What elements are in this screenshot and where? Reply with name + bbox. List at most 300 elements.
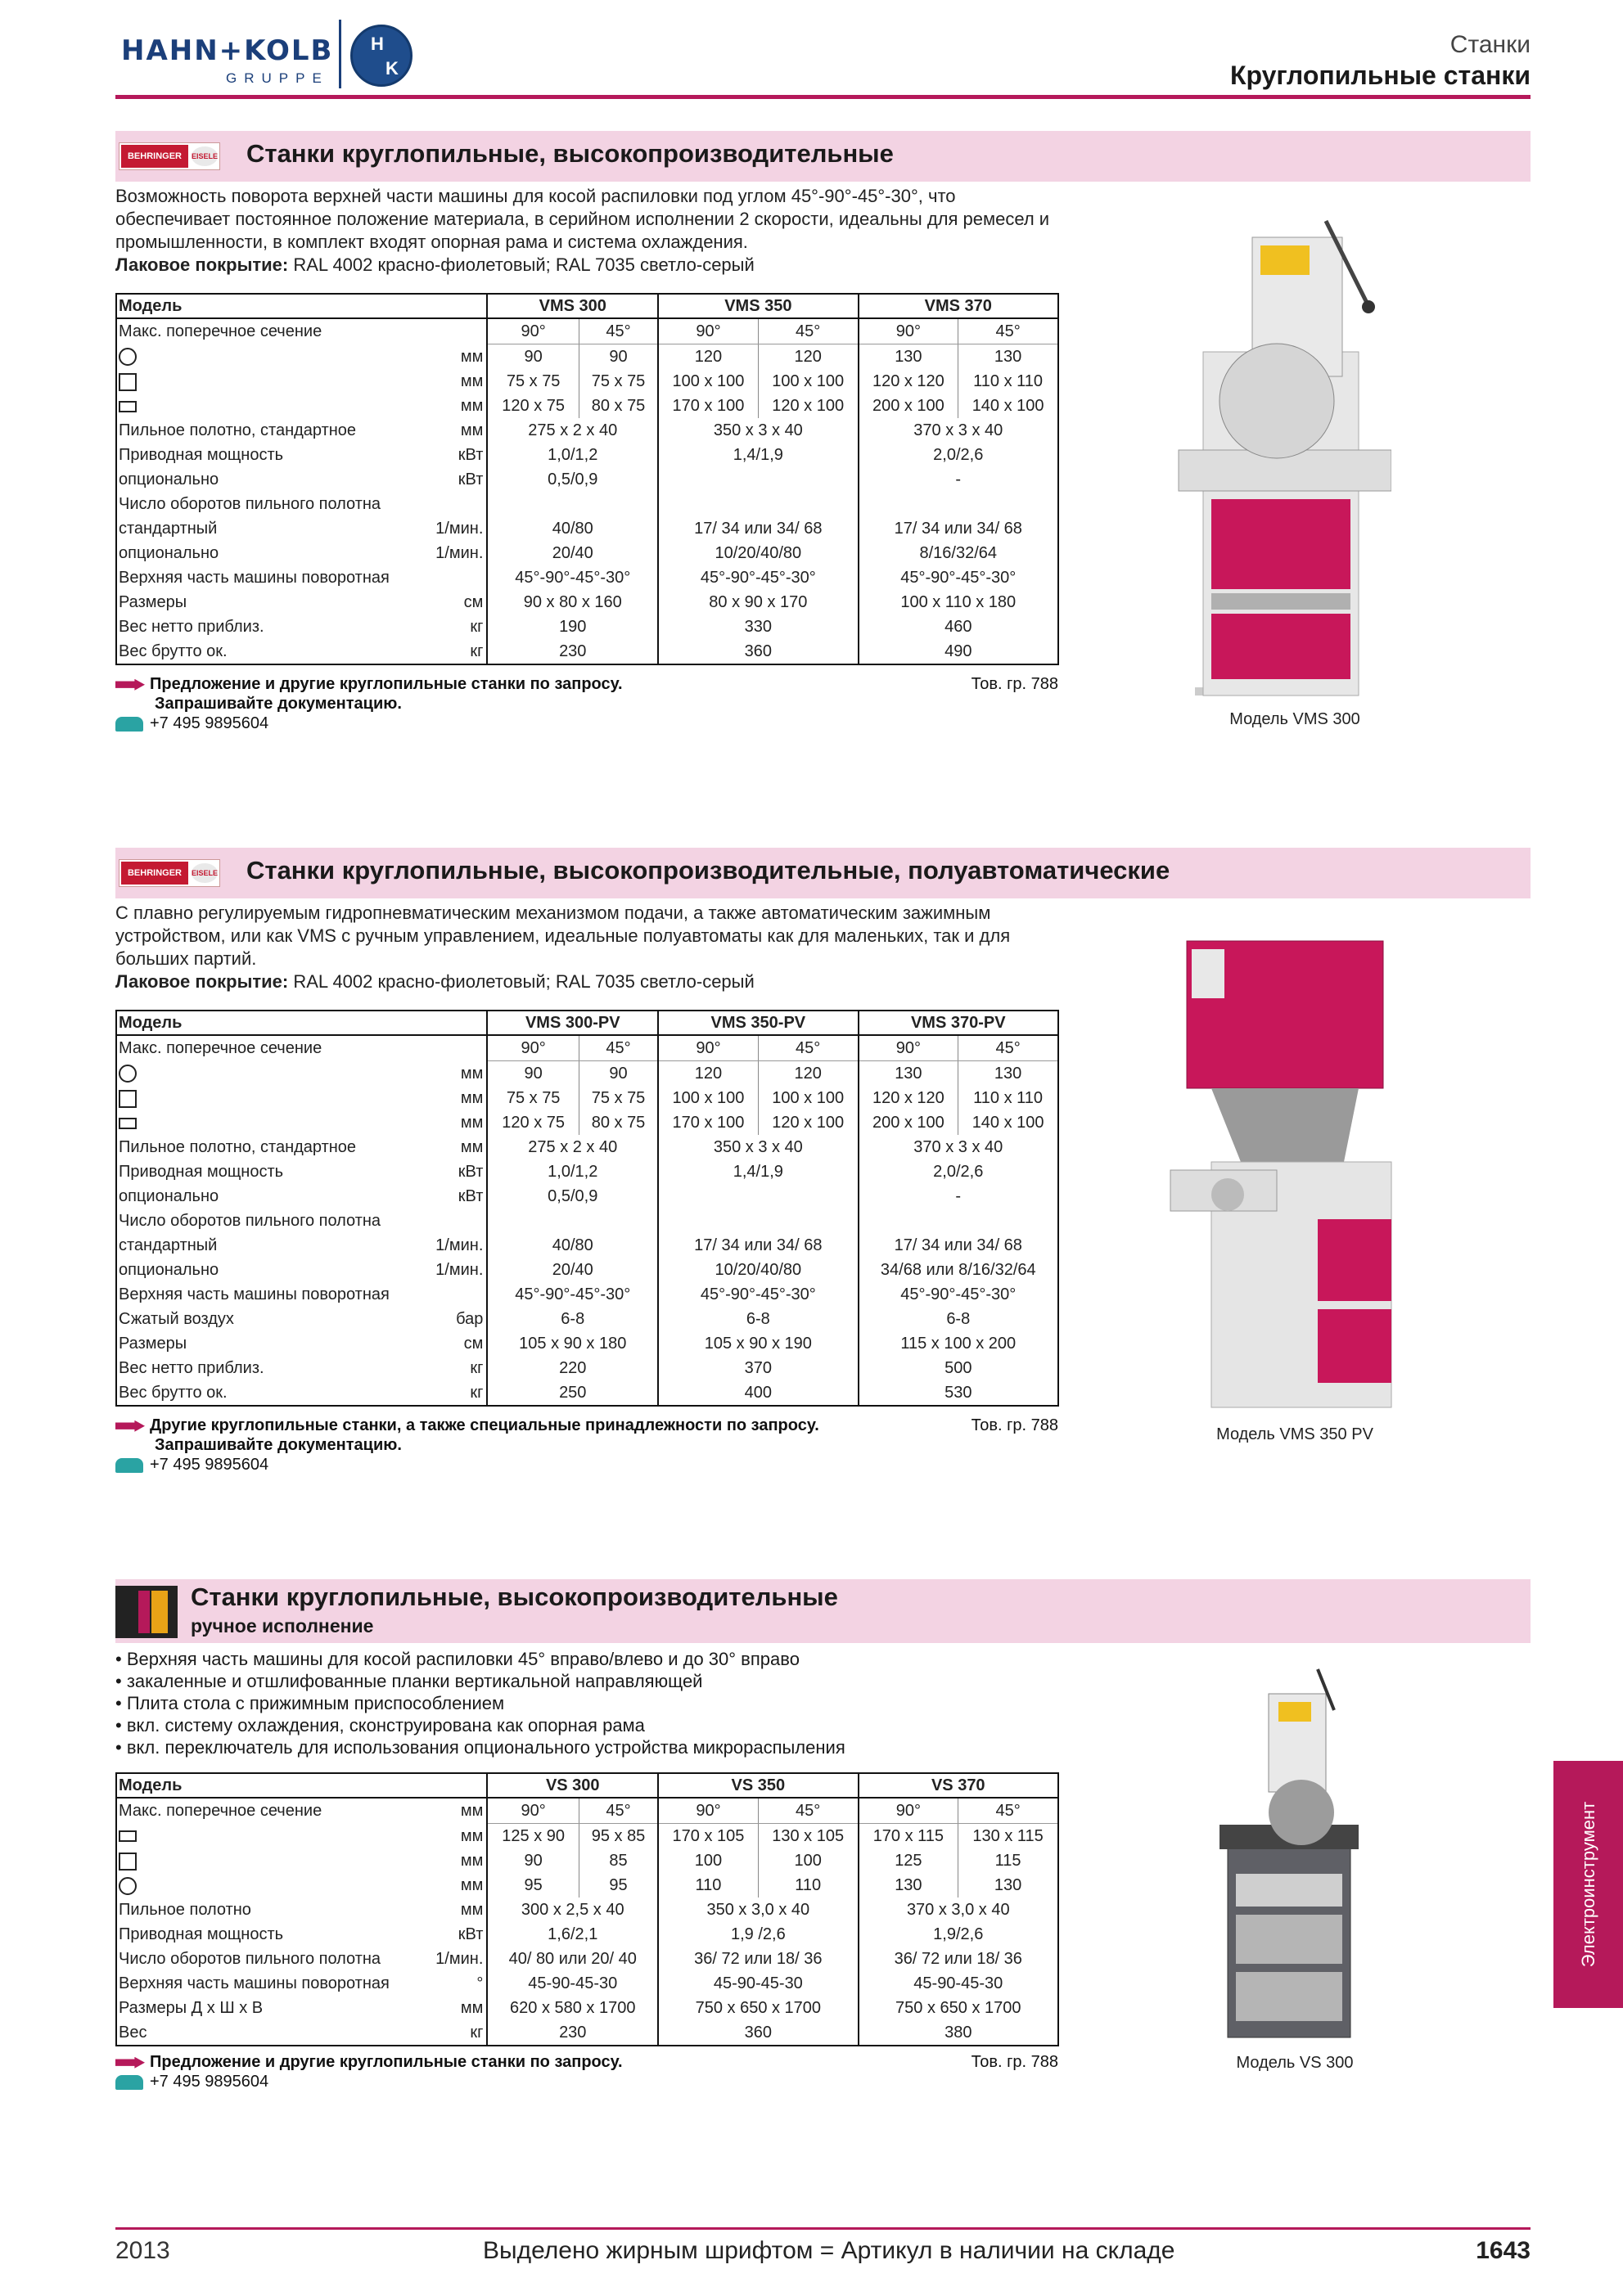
row-label-text: Приводная мощность xyxy=(119,446,284,464)
table-cell: 130 xyxy=(958,1873,1058,1898)
table-row xyxy=(116,1135,1058,1159)
table-cell: 10/20/40/80 xyxy=(658,1258,858,1282)
bullet-text: закаленные и отшлифованные планки вертикальной направляющей xyxy=(126,1671,703,1691)
table-cell: 90° xyxy=(859,1035,958,1061)
table-row xyxy=(116,1848,1058,1873)
bullet-text: Плита стола с прижимным приспособлением xyxy=(126,1693,505,1713)
row-label xyxy=(116,1848,433,1873)
vms350pv-product-image xyxy=(1162,925,1424,1416)
table-cell xyxy=(658,1209,858,1233)
table-row xyxy=(116,1209,1058,1233)
section2-description-text: С плавно регулируемым гидропневматическим механизмом подачи, а также автоматическим зажимным устройством, или как VMS с ручным управлением, идеальные полуавтоматы как для маленьких, так и для больших партий. xyxy=(115,903,1011,969)
row-label-text: Сжатый воздух xyxy=(119,1310,234,1328)
table-cell: 250 xyxy=(487,1380,658,1406)
row-label-text: Число оборотов пильного полотна xyxy=(119,495,381,513)
table-cell: 95 x 85 xyxy=(579,1824,658,1849)
table-cell: 85 xyxy=(579,1848,658,1873)
row-unit: кг xyxy=(433,1380,487,1406)
table-header-model-name: VMS 370 xyxy=(859,294,1058,318)
table-cell: 130 xyxy=(958,344,1058,370)
row-label-text: Число оборотов пильного полотна xyxy=(119,1212,381,1230)
row-label xyxy=(116,467,433,492)
table-cell: 6-8 xyxy=(487,1307,658,1331)
row-unit: ° xyxy=(433,1971,487,1996)
rotor-brand-icon xyxy=(115,1586,178,1638)
logo-divider xyxy=(339,20,341,88)
row-label xyxy=(116,1061,433,1087)
table-cell: 45° xyxy=(958,1035,1058,1061)
bullet-text: Верхняя часть машины для косой распиловки 45° вправо/влево и до 30° вправо xyxy=(126,1649,800,1669)
table-cell xyxy=(658,492,858,516)
phone-icon xyxy=(115,2075,143,2090)
table-cell: 120 x 75 xyxy=(502,397,565,415)
section3-bullet-list xyxy=(115,1648,1065,1758)
table-cell: 1,4/1,9 xyxy=(658,1159,858,1184)
bullet-text: вкл. систему охлаждения, сконструирована как опорная рама xyxy=(126,1715,645,1736)
row-label xyxy=(116,1035,433,1061)
table-row xyxy=(116,1035,1058,1061)
section3-note-line1: Предложение и другие круглопильные станки по запросу. xyxy=(150,2053,623,2071)
section2-description xyxy=(115,902,1065,993)
table-cell: 45-90-45-30 xyxy=(658,1971,858,1996)
table-cell: 100 x 100 xyxy=(672,1089,745,1107)
table-cell: 45° xyxy=(958,1798,1058,1824)
table-cell: 350 x 3 x 40 xyxy=(658,418,858,443)
table-header-model-name: VMS 350 xyxy=(658,294,858,318)
table-cell: 100 x 100 xyxy=(672,372,745,390)
section2-paint-value: RAL 4002 красно-фиолетовый; RAL 7035 светло-серый xyxy=(288,971,755,992)
bullet-item: • закаленные и отшлифованные планки вертикальной направляющей xyxy=(115,1671,703,1691)
table-cell: 1,0/1,2 xyxy=(487,1159,658,1184)
row-unit: кВт xyxy=(433,467,487,492)
table-cell: 370 x 3 x 40 xyxy=(859,418,1058,443)
section2-band xyxy=(115,848,1531,898)
table-cell: 230 xyxy=(487,2020,658,2046)
section1-caption: Модель VMS 300 xyxy=(1229,710,1360,728)
table-cell: 40/ 80 или 20/ 40 xyxy=(487,1947,658,1971)
section2-note-line2: Запрашивайте документацию. xyxy=(155,1436,402,1454)
table-cell: 110 xyxy=(758,1873,858,1898)
row-label xyxy=(116,369,433,394)
table-cell: 45-90-45-30 xyxy=(487,1971,658,1996)
table-cell: 90° xyxy=(658,318,758,344)
table-cell: 100 x 100 xyxy=(758,1086,858,1110)
row-label xyxy=(116,1380,433,1406)
table-cell xyxy=(487,492,658,516)
side-tab-label: Электроинструмент xyxy=(1577,1801,1598,1968)
row-label xyxy=(116,1922,433,1947)
bullet-item: • Плита стола с прижимным приспособлением xyxy=(115,1693,505,1713)
table-cell: 40/80 xyxy=(487,516,658,541)
table-row xyxy=(116,1947,1058,1971)
table-row xyxy=(116,318,1058,344)
table-cell: 45° xyxy=(579,1035,658,1061)
table-cell: 100 x 110 x 180 xyxy=(859,590,1058,615)
table-row xyxy=(116,516,1058,541)
table-cell: 17/ 34 или 34/ 68 xyxy=(658,516,858,541)
square-profile-icon xyxy=(119,373,137,391)
section1-paint-label: Лаковое покрытие: xyxy=(115,254,289,275)
table-cell: 80 x 75 xyxy=(579,394,658,418)
table-cell: 45° xyxy=(758,1798,858,1824)
table-cell: 90° xyxy=(487,318,579,344)
section1-description xyxy=(115,185,1065,277)
table-row xyxy=(116,344,1058,370)
table-cell: 20/40 xyxy=(487,541,658,565)
row-label xyxy=(116,1086,433,1110)
row-unit: мм xyxy=(433,369,487,394)
table-cell: 8/16/32/64 xyxy=(859,541,1058,565)
row-label xyxy=(116,1356,433,1380)
table-cell: 45° xyxy=(579,1798,658,1824)
section3-phone[interactable]: +7 495 9895604 xyxy=(150,2073,269,2091)
table-row xyxy=(116,1258,1058,1282)
row-unit: мм xyxy=(433,1135,487,1159)
table-header-model-name: VS 350 xyxy=(658,1773,858,1798)
table-row xyxy=(116,1873,1058,1898)
emblem-letter-h: H xyxy=(371,34,384,54)
section3-band xyxy=(115,1579,1531,1643)
section2-spec-table xyxy=(115,1010,1059,1407)
table-cell: 45°-90°-45°-30° xyxy=(487,1282,658,1307)
table-cell: 120 xyxy=(758,1061,858,1087)
table-cell xyxy=(487,1209,658,1233)
table-cell: 120 xyxy=(758,344,858,370)
page-number: 1643 xyxy=(1476,2237,1531,2264)
row-label xyxy=(116,516,433,541)
table-cell: 110 x 110 xyxy=(958,1086,1058,1110)
row-label-text: Макс. поперечное сечение xyxy=(119,1039,322,1058)
table-cell: 120 x 100 xyxy=(758,394,858,418)
table-row xyxy=(116,1110,1058,1135)
row-label xyxy=(116,1798,433,1824)
footer-legend: Выделено жирным шрифтом = Артикул в наличии на складе xyxy=(483,2237,1175,2264)
table-row xyxy=(116,1331,1058,1356)
table-row xyxy=(116,2020,1058,2046)
table-row xyxy=(116,1184,1058,1209)
brand-eisele-label: EISELE xyxy=(192,146,218,166)
section2-note-line1: Другие круглопильные станки, а также специальные принадлежности по запросу. xyxy=(150,1416,819,1434)
table-row xyxy=(116,1922,1058,1947)
row-unit: кг xyxy=(433,615,487,639)
table-header-model-name: VMS 350-PV xyxy=(658,1011,858,1035)
table-cell: 17/ 34 или 34/ 68 xyxy=(859,516,1058,541)
row-unit xyxy=(433,492,487,516)
table-cell: 45° xyxy=(579,318,658,344)
circle-profile-icon xyxy=(119,1877,137,1895)
table-cell: 2,0/2,6 xyxy=(859,1159,1058,1184)
table-cell: 330 xyxy=(658,615,858,639)
circle-profile-icon xyxy=(119,348,137,366)
company-logo-subtext: GRUPPE xyxy=(226,70,329,86)
row-label-text: опционально xyxy=(119,1261,219,1279)
row-unit: 1/мин. xyxy=(433,541,487,565)
table-cell: 100 x 100 xyxy=(758,369,858,394)
vs300-product-image xyxy=(1211,1661,1375,2046)
table-row xyxy=(116,565,1058,590)
table-cell: 130 xyxy=(895,1065,922,1083)
table-header-model: Модель xyxy=(116,1773,487,1798)
table-cell: 75 x 75 xyxy=(506,372,561,390)
row-label-text: Вес xyxy=(119,2024,147,2042)
table-cell: 360 xyxy=(658,639,858,664)
table-cell xyxy=(859,492,1058,516)
table-cell: 750 x 650 x 1700 xyxy=(658,1996,858,2020)
table-cell xyxy=(658,1184,858,1209)
row-unit: кг xyxy=(433,1356,487,1380)
table-cell: 400 xyxy=(658,1380,858,1406)
table-cell: 130 xyxy=(895,348,922,366)
table-cell: 75 x 75 xyxy=(579,369,658,394)
table-cell: 460 xyxy=(859,615,1058,639)
row-label xyxy=(116,639,433,664)
table-cell: 125 x 90 xyxy=(502,1827,565,1845)
table-row xyxy=(116,369,1058,394)
table-cell: 120 x 100 xyxy=(758,1110,858,1135)
row-label-text: Вес нетто приблиз. xyxy=(119,618,264,636)
table-cell: 90° xyxy=(658,1798,758,1824)
row-label-text: Приводная мощность xyxy=(119,1925,284,1943)
row-label-text: опционально xyxy=(119,470,219,488)
table-cell: - xyxy=(859,467,1058,492)
row-unit: 1/мин. xyxy=(433,1947,487,1971)
table-cell: 45° xyxy=(958,318,1058,344)
table-cell: 45°-90°-45°-30° xyxy=(859,565,1058,590)
table-cell: 750 x 650 x 1700 xyxy=(859,1996,1058,2020)
row-label-text: Размеры xyxy=(119,593,187,611)
phone-icon xyxy=(115,717,143,732)
table-row xyxy=(116,1233,1058,1258)
header-rule xyxy=(115,95,1531,99)
table-cell: 370 x 3,0 x 40 xyxy=(859,1898,1058,1922)
table-row xyxy=(116,639,1058,664)
table-cell: 140 x 100 xyxy=(958,394,1058,418)
table-cell: 40/80 xyxy=(487,1233,658,1258)
table-cell: 170 x 105 xyxy=(672,1827,745,1845)
row-label xyxy=(116,1209,433,1233)
table-cell: 275 x 2 x 40 xyxy=(487,1135,658,1159)
table-cell: 350 x 3,0 x 40 xyxy=(658,1898,858,1922)
rect-profile-icon xyxy=(119,1830,137,1842)
row-label-text: Макс. поперечное сечение xyxy=(119,1802,322,1821)
row-label-text: Пильное полотно, стандартное xyxy=(119,421,357,439)
table-cell: 45° xyxy=(758,1035,858,1061)
table-cell: 125 xyxy=(895,1852,922,1870)
rect-profile-icon xyxy=(119,1118,137,1129)
row-label xyxy=(116,344,433,370)
table-row xyxy=(116,1996,1058,2020)
table-cell: 20/40 xyxy=(487,1258,658,1282)
bullet-item: • Верхняя часть машины для косой распиловки 45° вправо/влево и до 30° вправо xyxy=(115,1649,800,1669)
section2-paint-label: Лаковое покрытие: xyxy=(115,971,289,992)
bullet-text: вкл. переключатель для использования опционального устройства микрораспыления xyxy=(126,1737,845,1758)
row-label xyxy=(116,565,433,590)
table-cell: 45°-90°-45°-30° xyxy=(658,1282,858,1307)
table-row xyxy=(116,492,1058,516)
row-label-text: Размеры Д x Ш x В xyxy=(119,1999,264,2017)
row-unit xyxy=(433,1209,487,1233)
table-header-model: Модель xyxy=(116,1011,487,1035)
table-cell: 530 xyxy=(859,1380,1058,1406)
table-row xyxy=(116,1086,1058,1110)
company-logo-text: HAHN+KOLB xyxy=(121,34,334,67)
row-unit: мм xyxy=(433,344,487,370)
bullet-item: • вкл. переключатель для использования опционального устройства микрораспыления xyxy=(115,1737,845,1758)
table-cell: 75 x 75 xyxy=(579,1086,658,1110)
section1-note-line2: Запрашивайте документацию. xyxy=(155,695,402,713)
table-row xyxy=(116,1282,1058,1307)
category-side-tab[interactable] xyxy=(1553,1761,1623,2008)
table-cell: 110 xyxy=(695,1876,722,1894)
table-cell: 110 x 110 xyxy=(958,369,1058,394)
row-unit: мм xyxy=(433,1086,487,1110)
table-cell: 190 xyxy=(487,615,658,639)
table-cell: 90 xyxy=(579,1061,658,1087)
table-row xyxy=(116,418,1058,443)
table-header-model-name: VMS 300 xyxy=(487,294,658,318)
square-profile-icon xyxy=(119,1853,137,1871)
footer-year: 2013 xyxy=(115,2237,170,2264)
table-cell: 1,4/1,9 xyxy=(658,443,858,467)
brand-eisele-label: EISELE xyxy=(192,863,218,883)
rect-profile-icon xyxy=(119,401,137,412)
row-label xyxy=(116,1282,433,1307)
table-row xyxy=(116,1380,1058,1406)
section3-title: Станки круглопильные, высокопроизводительные xyxy=(191,1582,838,1611)
row-unit: мм xyxy=(433,1996,487,2020)
table-cell: 275 x 2 x 40 xyxy=(487,418,658,443)
company-emblem-icon xyxy=(350,25,413,87)
table-cell: 45°-90°-45°-30° xyxy=(487,565,658,590)
row-label-text: опционально xyxy=(119,1187,219,1205)
row-label-text: Вес нетто приблиз. xyxy=(119,1359,264,1377)
footer-rule xyxy=(115,2227,1531,2230)
table-cell: 34/68 или 8/16/32/64 xyxy=(859,1258,1058,1282)
row-label xyxy=(116,1135,433,1159)
table-cell: 200 x 100 xyxy=(872,1114,944,1132)
row-label-text: Верхняя часть машины поворотная xyxy=(119,569,390,587)
table-cell: 500 xyxy=(859,1356,1058,1380)
arrow-icon xyxy=(115,2057,145,2069)
section1-paint-value: RAL 4002 красно-фиолетовый; RAL 7035 светло-серый xyxy=(288,254,755,275)
table-cell: 360 xyxy=(658,2020,858,2046)
row-label xyxy=(116,443,433,467)
row-unit: мм xyxy=(433,1798,487,1824)
section1-note xyxy=(115,674,1065,733)
row-label-text: стандартный xyxy=(119,520,218,538)
table-header-model-name: VMS 370-PV xyxy=(859,1011,1058,1035)
table-cell: 90 xyxy=(579,344,658,370)
arrow-icon xyxy=(115,679,145,691)
table-row xyxy=(116,615,1058,639)
row-label xyxy=(116,1898,433,1922)
row-unit xyxy=(433,318,487,344)
table-cell: 90 xyxy=(524,1065,543,1083)
row-label xyxy=(116,492,433,516)
table-header-model: Модель xyxy=(116,294,487,318)
table-cell: 1,9/2,6 xyxy=(859,1922,1058,1947)
table-cell: 130 x 105 xyxy=(758,1824,858,1849)
row-unit: кВт xyxy=(433,1184,487,1209)
row-label xyxy=(116,418,433,443)
row-unit: мм xyxy=(433,1848,487,1873)
row-label xyxy=(116,1971,433,1996)
row-label xyxy=(116,590,433,615)
table-row xyxy=(116,1824,1058,1849)
table-cell: 45-90-45-30 xyxy=(859,1971,1058,1996)
row-unit: мм xyxy=(433,1898,487,1922)
table-cell: 0,5/0,9 xyxy=(487,467,658,492)
row-label-text: Вес брутто ок. xyxy=(119,642,228,660)
table-row xyxy=(116,1356,1058,1380)
row-unit: кВт xyxy=(433,1922,487,1947)
table-cell: 100 xyxy=(758,1848,858,1873)
brand-badge xyxy=(119,142,220,170)
row-label-text: Размеры xyxy=(119,1335,187,1353)
table-cell: 90° xyxy=(859,318,958,344)
circle-profile-icon xyxy=(119,1065,137,1083)
section3-note xyxy=(115,2052,1065,2091)
table-cell: 17/ 34 или 34/ 68 xyxy=(658,1233,858,1258)
table-cell: 115 x 100 x 200 xyxy=(859,1331,1058,1356)
row-unit: кВт xyxy=(433,443,487,467)
table-cell: 75 x 75 xyxy=(506,1089,561,1107)
row-label-text: опционально xyxy=(119,544,219,562)
table-cell: 230 xyxy=(487,639,658,664)
square-profile-icon xyxy=(119,1090,137,1108)
row-label-text: Верхняя часть машины поворотная xyxy=(119,1974,390,1992)
row-label xyxy=(116,394,433,418)
row-label-text: Пильное полотно, стандартное xyxy=(119,1138,357,1156)
table-row xyxy=(116,1307,1058,1331)
table-cell: 36/ 72 или 18/ 36 xyxy=(859,1947,1058,1971)
row-unit: кВт xyxy=(433,1159,487,1184)
row-label xyxy=(116,318,433,344)
row-unit: бар xyxy=(433,1307,487,1331)
table-cell: 10/20/40/80 xyxy=(658,541,858,565)
table-cell: - xyxy=(859,1184,1058,1209)
phone-icon xyxy=(115,1458,143,1473)
table-cell: 6-8 xyxy=(658,1307,858,1331)
section2-phone[interactable]: +7 495 9895604 xyxy=(150,1456,269,1474)
table-cell: 300 x 2,5 x 40 xyxy=(487,1898,658,1922)
brand-behringer-label: BEHRINGER xyxy=(121,145,188,168)
row-unit xyxy=(433,565,487,590)
table-header-model-name: VS 370 xyxy=(859,1773,1058,1798)
row-unit: мм xyxy=(433,1873,487,1898)
row-label xyxy=(116,615,433,639)
section2-caption: Модель VMS 350 PV xyxy=(1216,1425,1373,1443)
table-cell xyxy=(859,1209,1058,1233)
row-label-text: Число оборотов пильного полотна xyxy=(119,1950,381,1968)
section1-phone[interactable]: +7 495 9895604 xyxy=(150,714,269,732)
page-category: Станки xyxy=(1449,31,1531,58)
section1-tov: Тов. гр. 788 xyxy=(971,675,1058,693)
table-cell: 0,5/0,9 xyxy=(487,1184,658,1209)
table-cell: 90° xyxy=(658,1035,758,1061)
row-label xyxy=(116,2020,433,2046)
row-unit: мм xyxy=(433,1110,487,1135)
row-unit: мм xyxy=(433,1824,487,1849)
table-cell: 370 xyxy=(658,1356,858,1380)
table-cell: 115 xyxy=(958,1848,1058,1873)
row-unit: мм xyxy=(433,1061,487,1087)
table-row xyxy=(116,467,1058,492)
table-cell: 1,0/1,2 xyxy=(487,443,658,467)
table-row xyxy=(116,1898,1058,1922)
section3-subtitle: ручное исполнение xyxy=(191,1615,374,1636)
table-cell: 140 x 100 xyxy=(958,1110,1058,1135)
